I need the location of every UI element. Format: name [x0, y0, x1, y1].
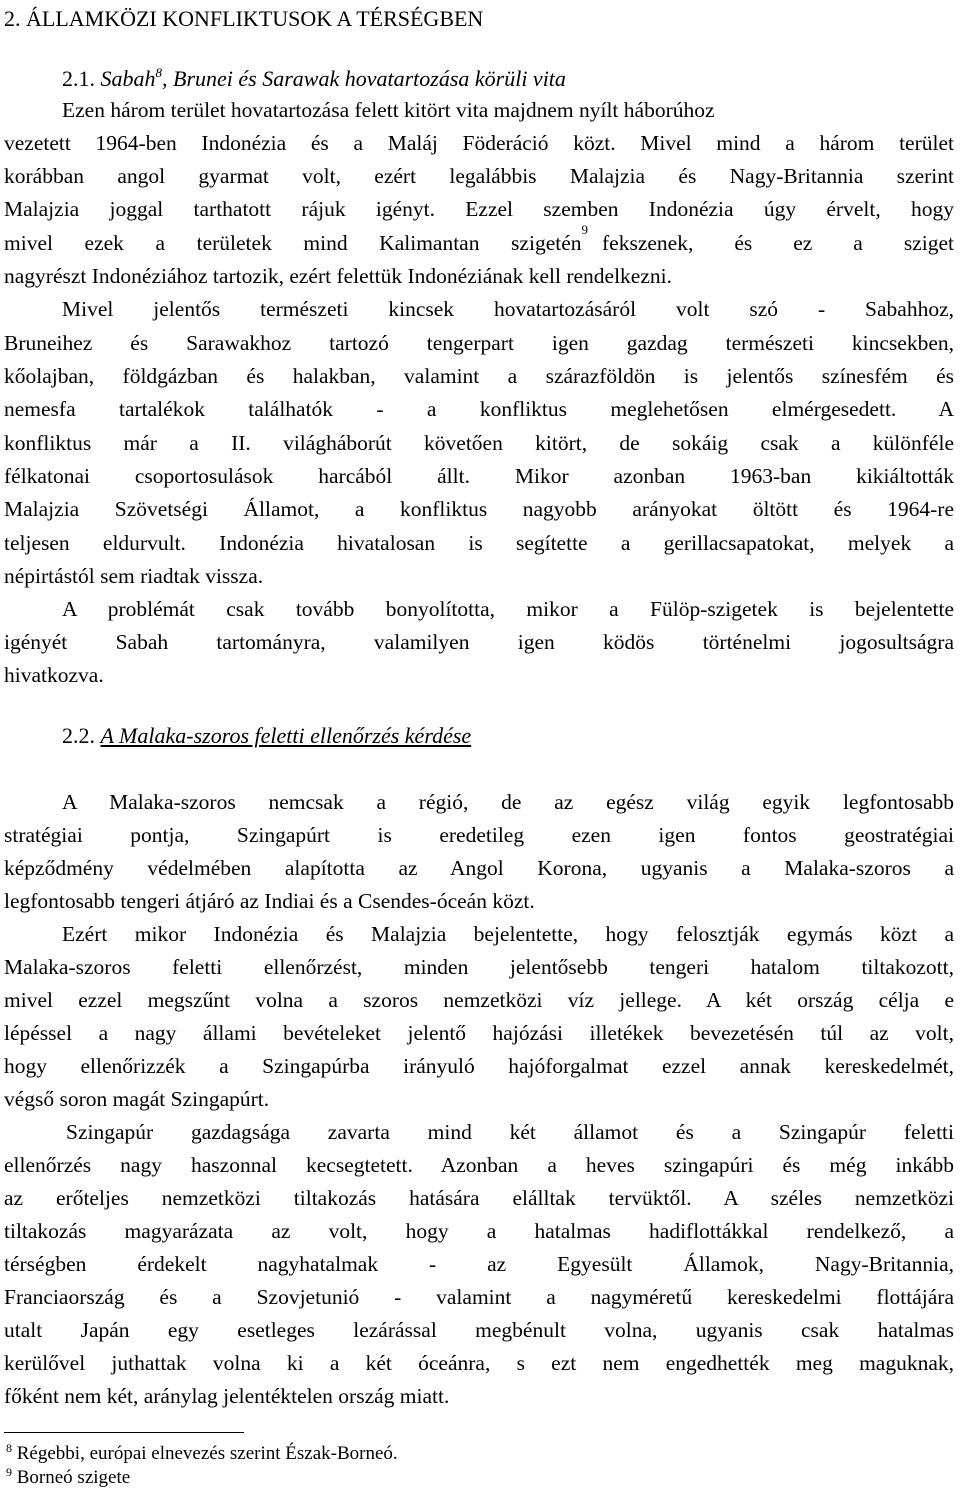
text-line: mivel ezek a területek mind Kalimantan szigetén 9 fekszenek, és ez a sziget: [4, 222, 954, 255]
text-line: mivel ezzel megszűnt volna a szoros nemzetközi víz jellege. A két ország célja e: [4, 988, 954, 1012]
text-line: tiltakozás magyarázata az volt, hogy a hatalmas hadiflottákkal rendelkező, a: [4, 1219, 954, 1243]
footnote-divider: [4, 1432, 244, 1433]
text-line: teljesen eldurvult. Indonézia hivatalosan is segítette a gerillacsapatokat, melyek a: [4, 531, 954, 555]
text-line: ellenőrzés nagy haszonnal kecsegtetett. Azonban a heves szingapúri és még inkább: [4, 1153, 954, 1177]
text-line: nagyrészt Indonéziához tartozik, ezért felettük Indonéziának kell rendelkezni.: [4, 264, 672, 288]
text-line: vezetett 1964-ben Indonézia és a Maláj Föderáció közt. Mivel mind a három terület: [4, 131, 954, 155]
text-line: lépéssel a nagy állami bevételeket jelentő hajózási illetékek bevezetésén túl az volt,: [4, 1021, 954, 1045]
footnote-8: [6, 1443, 398, 1465]
text-line: hogy ellenőrizzék a Szingapúrba irányuló hajóforgalmat ezzel annak kereskedelmét,: [4, 1054, 954, 1078]
text-line: legfontosabb tengeri átjáró az Indiai és a Csendes-óceán közt.: [4, 889, 535, 913]
section-number: 2.2.: [62, 723, 95, 748]
section-heading-2-1: [62, 66, 566, 92]
section-title: A Malaka-szoros feletti ellenőrzés kérdése: [100, 723, 472, 748]
text-line: Szingapúr gazdagsága zavarta mind két államot és a Szingapúr feletti: [66, 1120, 954, 1144]
text-line: A problémát csak tovább bonyolította, mikor a Fülöp-szigetek is bejelentette: [62, 597, 954, 621]
footnote-number: 9: [6, 1465, 12, 1479]
text-line: igényét Sabah tartományra, valamilyen igen ködös történelmi jogosultságra: [4, 630, 954, 654]
text-line: Malajzia joggal tarthatott rájuk igényt. Ezzel szemben Indonézia úgy érvelt, hogy: [4, 197, 954, 221]
text-line: az erőteljes nemzetközi tiltakozás hatására elálltak tervüktől. A széles nemzetközi: [4, 1186, 954, 1210]
text-line: Franciaország és a Szovjetunió - valamint a nagyméretű kereskedelmi flottájára: [4, 1285, 954, 1309]
section-number: 2.1.: [62, 66, 95, 91]
text-line: kőolajban, földgázban és halakban, valamint a szárazföldön is jelentős színesfém és: [4, 364, 954, 388]
text-line: Ezen három terület hovatartozása felett kitört vita majdnem nyílt háborúhoz: [62, 98, 715, 122]
text-line: hivatkozva.: [4, 663, 104, 687]
text-line: utalt Japán egy esetleges lezárással megbénult volna, ugyanis csak hatalmas: [4, 1318, 954, 1342]
text-line: végső soron magát Szingapúrt.: [4, 1087, 270, 1111]
text-line: nemesfa tartalékok találhatók - a konfliktus meglehetősen elmérgesedett. A: [4, 397, 954, 421]
text-line: Bruneihez és Sarawakhoz tartozó tengerpart igen gazdag természeti kincsekben,: [4, 331, 954, 355]
chapter-heading: 2. ÁLLAMKÖZI KONFLIKTUSOK A TÉRSÉGBEN: [4, 6, 484, 31]
footnote-text: Régebbi, európai elnevezés szerint Észak-Borneó.: [16, 1443, 398, 1464]
section-title: Sabah$^8$, Brunei és Sarawak hovatartozása körüli vita: [100, 65, 566, 91]
text-line: félkatonai csoportosulások harcából állt. Mikor azonban 1963-ban kikiáltották: [4, 464, 954, 488]
text-line: Mivel jelentős természeti kincsek hovatartozásáról volt szó - Sabahhoz,: [62, 297, 954, 321]
text-line: népirtástól sem riadtak vissza.: [4, 564, 264, 588]
text-line: Malajzia Szövetségi Államot, a konfliktus nagyobb arányokat öltött és 1964-re: [4, 497, 954, 521]
footnote-text: Borneó szigete: [16, 1467, 131, 1488]
footnote-number: 8: [6, 1441, 12, 1455]
text-line: korábban angol gyarmat volt, ezért legalábbis Malajzia és Nagy-Britannia szerint: [4, 164, 954, 188]
text-line: A Malaka-szoros nemcsak a régió, de az egész világ egyik legfontosabb: [62, 790, 954, 814]
text-line: Malaka-szoros feletti ellenőrzést, minden jelentősebb tengeri hatalom tiltakozott,: [4, 955, 954, 979]
text-line: konfliktus már a II. világháborút követően kitört, de sokáig csak a különféle: [4, 431, 954, 455]
text-line: képződmény védelmében alapította az Angol Korona, ugyanis a Malaka-szoros a: [4, 856, 954, 880]
text-line: kerülővel juthattak volna ki a két óceánra, s ezt nem engedhették meg maguknak,: [4, 1351, 954, 1375]
footnote-ref-8: 8: [155, 65, 162, 80]
text-line: Ezért mikor Indonézia és Malajzia bejelentette, hogy felosztják egymás közt a: [62, 922, 954, 946]
footnote-ref-9: 9: [581, 222, 588, 237]
text-line: térségben érdekelt nagyhatalmak - az Egyesült Államok, Nagy-Britannia,: [4, 1252, 954, 1276]
section-heading-2-2: [62, 723, 471, 749]
text-line: stratégiai pontja, Szingapúrt is eredetileg ezen igen fontos geostratégiai: [4, 823, 954, 847]
footnote-9: [6, 1467, 130, 1489]
text-line: főként nem két, aránylag jelentéktelen ország miatt.: [4, 1384, 450, 1408]
